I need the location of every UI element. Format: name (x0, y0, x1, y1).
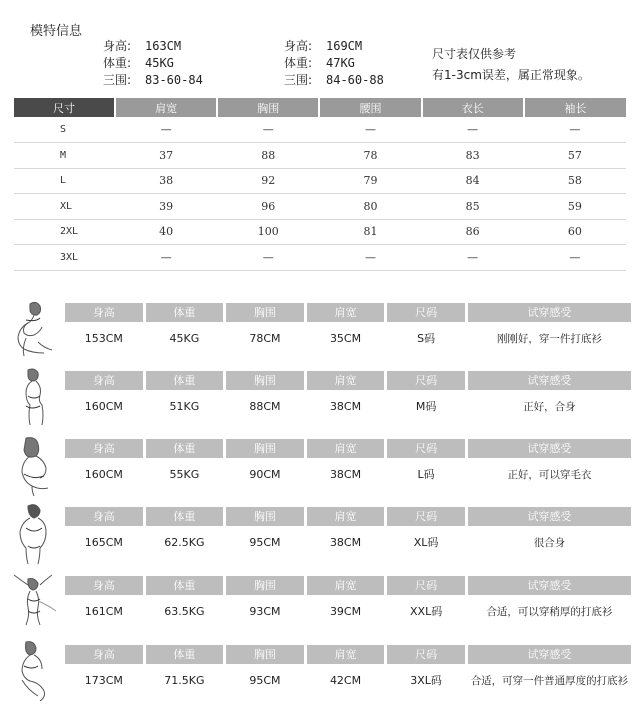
model-figure-kneeling-icon (8, 640, 58, 704)
fit-header-chest: 胸围 (226, 439, 304, 458)
table-cell: 59 (524, 194, 626, 220)
model-b-info (284, 38, 384, 89)
size-note-line2: 有1-3cm误差，属正常现象。 (432, 68, 590, 82)
fit-header-chest: 胸围 (226, 576, 304, 595)
fit-header-weight: 体重 (146, 371, 224, 390)
fit-chest: 93CM (249, 605, 281, 618)
table-cell: 38 (115, 168, 217, 194)
fit-header-size: 尺码 (387, 303, 465, 322)
table-cell: — (217, 245, 319, 271)
fit-feedback: 很合身 (533, 537, 566, 549)
model-a-weight-value: 45KG (145, 56, 174, 70)
table-cell: 78 (319, 143, 421, 169)
fit-chest: 95CM (249, 536, 281, 549)
fit-header-shoulder: 肩宽 (307, 303, 385, 322)
size-table (14, 98, 626, 271)
table-row (14, 245, 626, 271)
fit-height: 160CM (84, 400, 123, 413)
model-a-measure-value: 83-60-84 (145, 73, 203, 87)
table-cell: — (524, 117, 626, 143)
fit-header-chest: 胸围 (226, 303, 304, 322)
fit-header-feedback: 试穿感受 (468, 507, 631, 526)
table-cell: 84 (422, 168, 524, 194)
header-chest: 胸围 (217, 98, 319, 117)
model-figure-pose-icon (8, 434, 58, 498)
size-cell: M (14, 143, 115, 169)
fit-weight: 55KG (169, 468, 200, 481)
header-size: 尺寸 (14, 98, 115, 117)
header-length: 衣长 (422, 98, 524, 117)
table-cell: — (422, 245, 524, 271)
size-cell: S (14, 117, 115, 143)
fit-size: S码 (417, 332, 436, 345)
fit-header-height: 身高 (65, 303, 143, 322)
model-b-measure-label: 三围: (284, 73, 313, 87)
fit-header-feedback: 试穿感受 (468, 576, 631, 595)
model-figure-front-icon (8, 502, 58, 566)
fit-weight: 63.5KG (164, 605, 205, 618)
fit-height: 165CM (84, 536, 123, 549)
fit-header-chest: 胸围 (226, 371, 304, 390)
fit-header-shoulder: 肩宽 (307, 371, 385, 390)
table-cell: 58 (524, 168, 626, 194)
fit-weight: 62.5KG (164, 536, 205, 549)
fit-header-chest: 胸围 (226, 507, 304, 526)
fit-header-chest: 胸围 (226, 645, 304, 664)
fit-height: 153CM (84, 332, 123, 345)
table-cell: 96 (217, 194, 319, 220)
table-cell: 88 (217, 143, 319, 169)
fit-header-size: 尺码 (387, 439, 465, 458)
fit-row (8, 434, 634, 498)
fit-header-height: 身高 (65, 439, 143, 458)
fit-row (8, 298, 634, 362)
fit-header-shoulder: 肩宽 (307, 439, 385, 458)
fit-chest: 95CM (249, 674, 281, 687)
model-figure-standing-icon (8, 366, 58, 430)
fit-header-feedback: 试穿感受 (468, 303, 631, 322)
table-cell: — (524, 245, 626, 271)
fit-row (8, 571, 634, 635)
table-cell: 40 (115, 219, 217, 245)
model-b-height-value: 169CM (326, 39, 363, 53)
table-cell: 79 (319, 168, 421, 194)
fit-header-size: 尺码 (387, 507, 465, 526)
table-row (14, 194, 626, 220)
model-b-weight-value: 47KG (326, 56, 355, 70)
header-shoulder: 肩宽 (115, 98, 217, 117)
fit-header-height: 身高 (65, 507, 143, 526)
fit-size: 3XL码 (410, 674, 442, 687)
fit-weight: 71.5KG (164, 674, 205, 687)
fit-feedback: 正好，可以穿毛衣 (507, 469, 592, 481)
header-sleeve: 袖长 (524, 98, 626, 117)
table-cell: 85 (422, 194, 524, 220)
fit-header-size: 尺码 (387, 576, 465, 595)
fit-feedback: 刚刚好，穿一件打底衫 (496, 333, 602, 345)
fit-row (8, 366, 634, 430)
model-a-weight-label: 体重: (103, 56, 132, 70)
fit-header-height: 身高 (65, 371, 143, 390)
table-row (14, 168, 626, 194)
fit-chest: 90CM (249, 468, 281, 481)
fit-chest: 78CM (249, 332, 281, 345)
table-row (14, 117, 626, 143)
fit-header-size: 尺码 (387, 371, 465, 390)
model-figure-sitting-icon (8, 298, 58, 362)
model-a-measure-label: 三围: (103, 73, 132, 87)
fit-shoulder: 39CM (329, 605, 362, 618)
table-cell: 39 (115, 194, 217, 220)
fit-header-weight: 体重 (146, 439, 224, 458)
fit-chest: 88CM (249, 400, 281, 413)
table-cell: 60 (524, 219, 626, 245)
fit-row (8, 640, 634, 704)
model-info-title: 模特信息 (30, 24, 83, 39)
fit-header-weight: 体重 (146, 303, 224, 322)
fit-header-feedback: 试穿感受 (468, 439, 631, 458)
size-note-line1: 尺寸表仅供参考 (432, 47, 517, 61)
fit-header-size: 尺码 (387, 645, 465, 664)
model-b-measure-value: 84-60-88 (326, 73, 384, 87)
fit-size: L码 (417, 468, 435, 481)
table-cell: 86 (422, 219, 524, 245)
table-cell: 57 (524, 143, 626, 169)
table-cell: 81 (319, 219, 421, 245)
table-cell: 37 (115, 143, 217, 169)
table-cell: — (115, 117, 217, 143)
fit-header-weight: 体重 (146, 576, 224, 595)
fit-header-shoulder: 肩宽 (307, 507, 385, 526)
fit-shoulder: 35CM (329, 332, 362, 345)
size-table-header (14, 98, 626, 117)
fit-header-height: 身高 (65, 576, 143, 595)
table-cell: — (217, 117, 319, 143)
table-row (14, 219, 626, 245)
fit-row (8, 502, 634, 566)
size-cell: XL (14, 194, 115, 220)
fit-header-feedback: 试穿感受 (468, 371, 631, 390)
fit-header-height: 身高 (65, 645, 143, 664)
fit-height: 161CM (84, 605, 123, 618)
fit-feedback: 合适，可穿一件普通厚度的打底衫 (470, 675, 629, 687)
table-cell: — (319, 245, 421, 271)
model-a-info (103, 38, 203, 89)
table-cell: — (319, 117, 421, 143)
fit-header-shoulder: 肩宽 (307, 576, 385, 595)
fit-size: XL码 (413, 536, 439, 549)
fit-height: 173CM (84, 674, 123, 687)
fit-feedback: 正好，合身 (523, 401, 576, 413)
model-b-weight-label: 体重: (284, 56, 313, 70)
model-a-height-value: 163CM (145, 39, 182, 53)
table-cell: — (422, 117, 524, 143)
table-cell: 92 (217, 168, 319, 194)
fit-height: 160CM (84, 468, 123, 481)
fit-weight: 51KG (169, 400, 200, 413)
fit-weight: 45KG (169, 332, 200, 345)
fit-header-weight: 体重 (146, 645, 224, 664)
fit-shoulder: 38CM (329, 536, 362, 549)
fit-size: XXL码 (410, 605, 443, 618)
fit-size: M码 (415, 400, 437, 413)
header-waist: 腰围 (319, 98, 421, 117)
fit-header-shoulder: 肩宽 (307, 645, 385, 664)
size-cell: 3XL (14, 245, 115, 271)
fit-header-feedback: 试穿感受 (468, 645, 631, 664)
table-cell: 80 (319, 194, 421, 220)
fit-header-weight: 体重 (146, 507, 224, 526)
fit-shoulder: 38CM (329, 400, 362, 413)
model-a-height-label: 身高: (103, 39, 132, 53)
size-cell: L (14, 168, 115, 194)
fit-shoulder: 42CM (329, 674, 362, 687)
fit-shoulder: 38CM (329, 468, 362, 481)
size-note (432, 44, 590, 86)
model-figure-arms-up-icon (8, 571, 58, 635)
table-cell: — (115, 245, 217, 271)
fit-feedback: 合适，可以穿稍厚的打底衫 (486, 606, 613, 618)
model-b-height-label: 身高: (284, 39, 313, 53)
size-cell: 2XL (14, 219, 115, 245)
table-cell: 83 (422, 143, 524, 169)
table-row (14, 143, 626, 169)
table-cell: 100 (217, 219, 319, 245)
